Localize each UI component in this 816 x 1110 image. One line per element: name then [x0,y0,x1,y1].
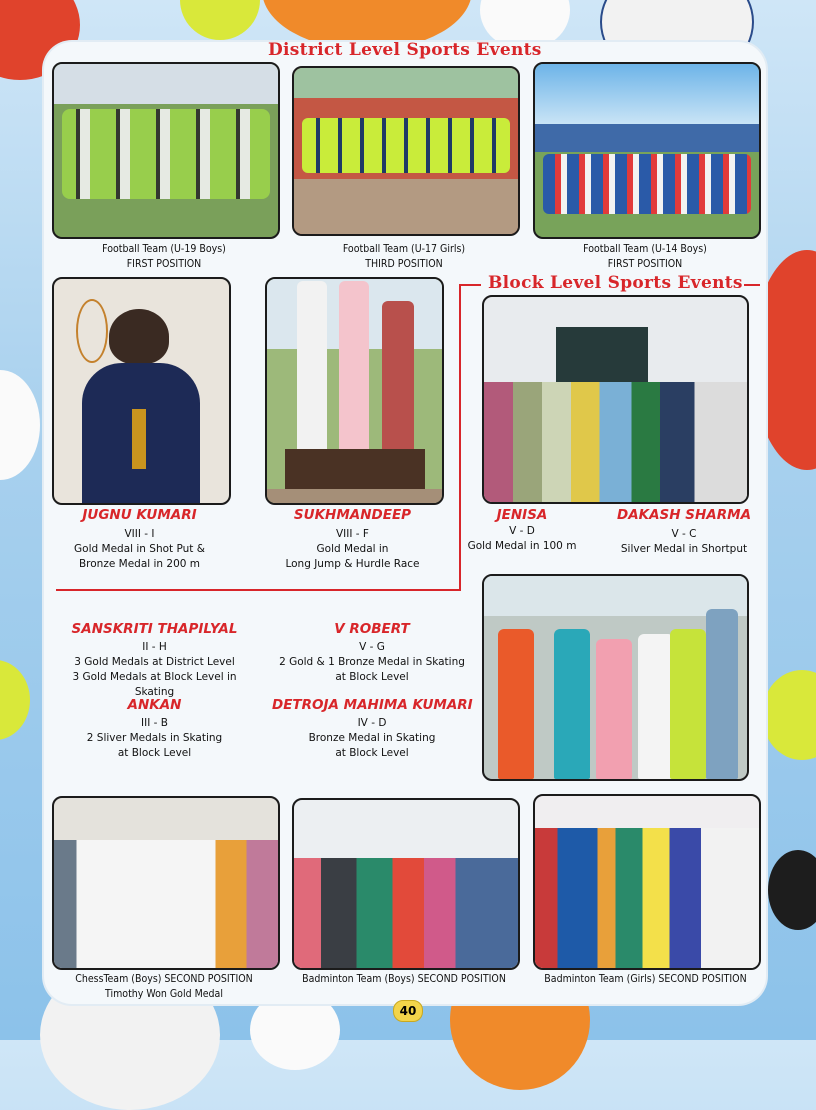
district-heading: District Level Sports Events [268,40,542,60]
football-u14-caption [533,242,757,272]
achiever-line1: Gold Medal in [316,543,389,555]
football-u17-photo [292,66,520,236]
achiever-details [37,527,242,572]
achiever-line1: Gold Medal in 100 m [467,540,577,552]
achiever-line2: Bronze Medal in 200 m [78,558,201,570]
achiever-name: ANKAN [127,697,182,713]
page-number: 40 [393,1000,423,1022]
achiever-class: V - D [509,525,535,537]
achiever-name: V ROBERT [334,621,410,637]
block-divider-top-right [744,284,760,286]
achiever-line1: Gold Medal in Shot Put & [74,543,205,555]
block-divider-top-left [459,284,481,286]
tennis-ball-decoration-right [762,670,816,760]
achiever-class: II - H [142,641,167,653]
achiever-line2: at Block Level [335,671,409,683]
achiever-line1: Silver Medal in Shortput [620,543,748,555]
achiever-line1: 2 Sliver Medals in Skating [86,732,223,744]
football-u17-title: Football Team (U-17 Girls) [342,243,466,255]
achiever-details [52,716,257,761]
baseball-decoration-left [0,370,40,480]
achiever-details [52,640,257,700]
badminton-girls-caption: Badminton Team (Girls) SECOND POSITION [544,973,747,985]
hockey-puck-decoration [768,850,816,930]
achiever-details [466,524,578,554]
football-u17-caption [292,242,516,272]
block-divider-horizontal [56,589,461,591]
achiever-details [255,527,450,572]
achiever-line2: 3 Gold Medals at Block Level in Skating [72,671,237,698]
jugnu-kumari-photo [52,277,231,505]
achiever-name: SUKHMANDEEP [293,507,412,523]
achiever-line2: Long Jump & Hurdle Race [285,558,420,570]
chess-title: ChessTeam (Boys) SECOND POSITION [75,973,253,985]
tennis-ball-decoration-left [0,660,30,740]
achiever-name: JUGNU KUMARI [82,507,197,523]
achiever-name: DAKASH SHARMA [616,507,752,523]
badminton-boys-photo [292,798,520,970]
chess-team-photo [52,796,280,970]
achiever-line1: 2 Gold & 1 Bronze Medal in Skating [279,656,465,668]
achiever-line1: 3 Gold Medals at District Level [74,656,235,668]
achiever-name: JENISA [496,507,548,523]
achiever-details [614,527,754,557]
football-u19-title: Football Team (U-19 Boys) [102,243,226,255]
achiever-class: V - G [359,641,385,653]
chess-subtitle: Timothy Won Gold Medal [105,988,223,1000]
football-u14-photo [533,62,761,239]
achiever-name: DETROJA MAHIMA KUMARI [272,697,473,713]
achiever-class: VIII - F [336,528,369,540]
block-divider-vertical [459,284,461,590]
achiever-name: SANSKRITI THAPILYAL [71,621,238,637]
achiever-details [272,640,472,685]
football-u14-title: Football Team (U-14 Boys) [583,243,707,255]
football-u19-photo [52,62,280,239]
achiever-details [272,716,472,761]
tennis-ball-decoration [180,0,260,40]
chess-caption [52,972,276,1002]
block-heading: Block Level Sports Events [488,273,743,293]
football-u17-position: THIRD POSITION [365,258,443,270]
achiever-line2: at Block Level [117,747,192,759]
badminton-girls-photo [533,794,761,970]
achiever-line2: at Block Level [335,747,409,759]
football-u14-position: FIRST POSITION [607,258,683,270]
achiever-class: IV - D [357,717,387,729]
achiever-line1: Bronze Medal in Skating [308,732,436,744]
football-u19-caption [52,242,276,272]
skating-photo [482,574,749,781]
jenisa-dakash-photo [482,295,749,504]
sukhmandeep-photo [265,277,444,505]
football-u19-position: FIRST POSITION [126,258,202,270]
achiever-class: III - B [141,717,168,729]
achiever-class: V - C [671,528,697,540]
achiever-class: VIII - I [124,528,155,540]
badminton-boys-caption: Badminton Team (Boys) SECOND POSITION [302,973,506,985]
